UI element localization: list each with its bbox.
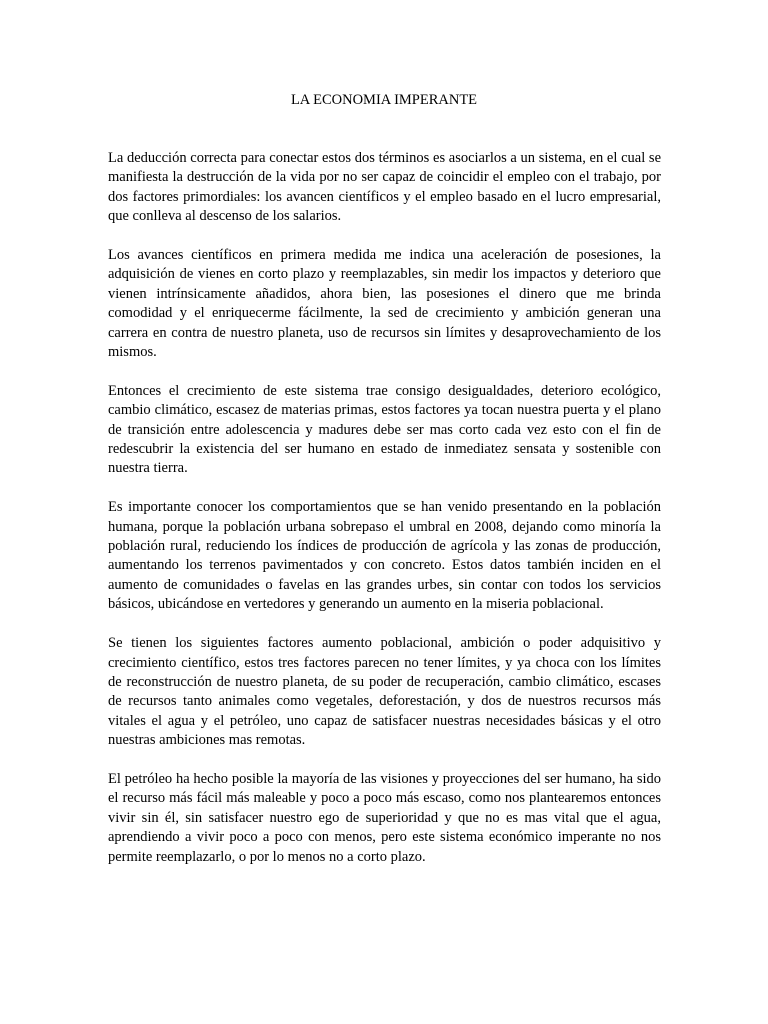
paragraph-6: El petróleo ha hecho posible la mayoría de las visiones y proyecciones del ser humano, ha sido el recurso más fácil más maleable y poco a poco más escaso, como nos plantearemos entonces vivir sin él, sin satisfacer nuestro ego de superioridad y que no es mas vital que el agua, aprendiendo a vivir poco a poco con menos, pero este sistema económico imperante no nos permite reemplazarlo, o por lo menos no a corto plazo. (108, 770, 661, 865)
paragraph-4: Es importante conocer los comportamientos que se han venido presentando en la población humana, porque la población urbana sobrepaso el umbral en 2008, dejando como minoría la población rural, reduciendo los índices de producción de agrícola y las zonas de producción, aumentando los terrenos pavimentados y con concreto. Estos datos también inciden en el aumento de comunidades o favelas en las grandes urbes, sin contar con todos los servicios básicos, ubicándose en vertedores y generando un aumento en la miseria poblacional. (108, 499, 661, 613)
document-body (108, 149, 661, 886)
paragraph-2: Los avances científicos en primera medida me indica una aceleración de posesiones, la adquisición de vienes en corto plazo y reemplazables, sin medir los impactos y deterioro que vienen intrínsicamente añadidos, ahora bien, las posesiones el dinero que me brinda comodidad y el enriquecerme fácilmente, la sed de crecimiento y ambición generan una carrera en contra de nuestro planeta, uso de recursos sin límites y desaprovechamiento de los mismos. (108, 247, 661, 361)
document-title: LA ECONOMIA IMPERANTE (290, 92, 478, 108)
paragraph-3: Entonces el crecimiento de este sistema trae consigo desigualdades, deterioro ecológico, cambio climático, escasez de materias primas, estos factores ya tocan nuestra puerta y el plano de transición entre adolescencia y madures debe ser mas corto cada vez esto con el fin de redescubrir la existencia del ser humano en estado de inmediatez sensata y sostenible con nuestra tierra. (108, 382, 661, 477)
paragraph-5: Se tienen los siguientes factores aumento poblacional, ambición o poder adquisitivo y crecimiento científico, estos tres factores parecen no tener límites, y ya choca con los límites de reconstrucción de nuestro planeta, de su poder de recuperación, cambio climático, escases de recursos tanto animales como vegetales, deforestación, y dos de nuestros recursos más vitales el agua y el petróleo, uno capaz de satisfacer nuestras necesidades básicas y el otro nuestras ambiciones mas remotas. (108, 635, 661, 749)
paragraph-1: La deducción correcta para conectar estos dos términos es asociarlos a un sistema, en el cual se manifiesta la destrucción de la vida por no ser capaz de coincidir el empleo con el trabajo, por dos factores primordiales: los avancen científicos y el empleo basado en el lucro empresarial, que conlleva al descenso de los salarios. (108, 150, 661, 225)
